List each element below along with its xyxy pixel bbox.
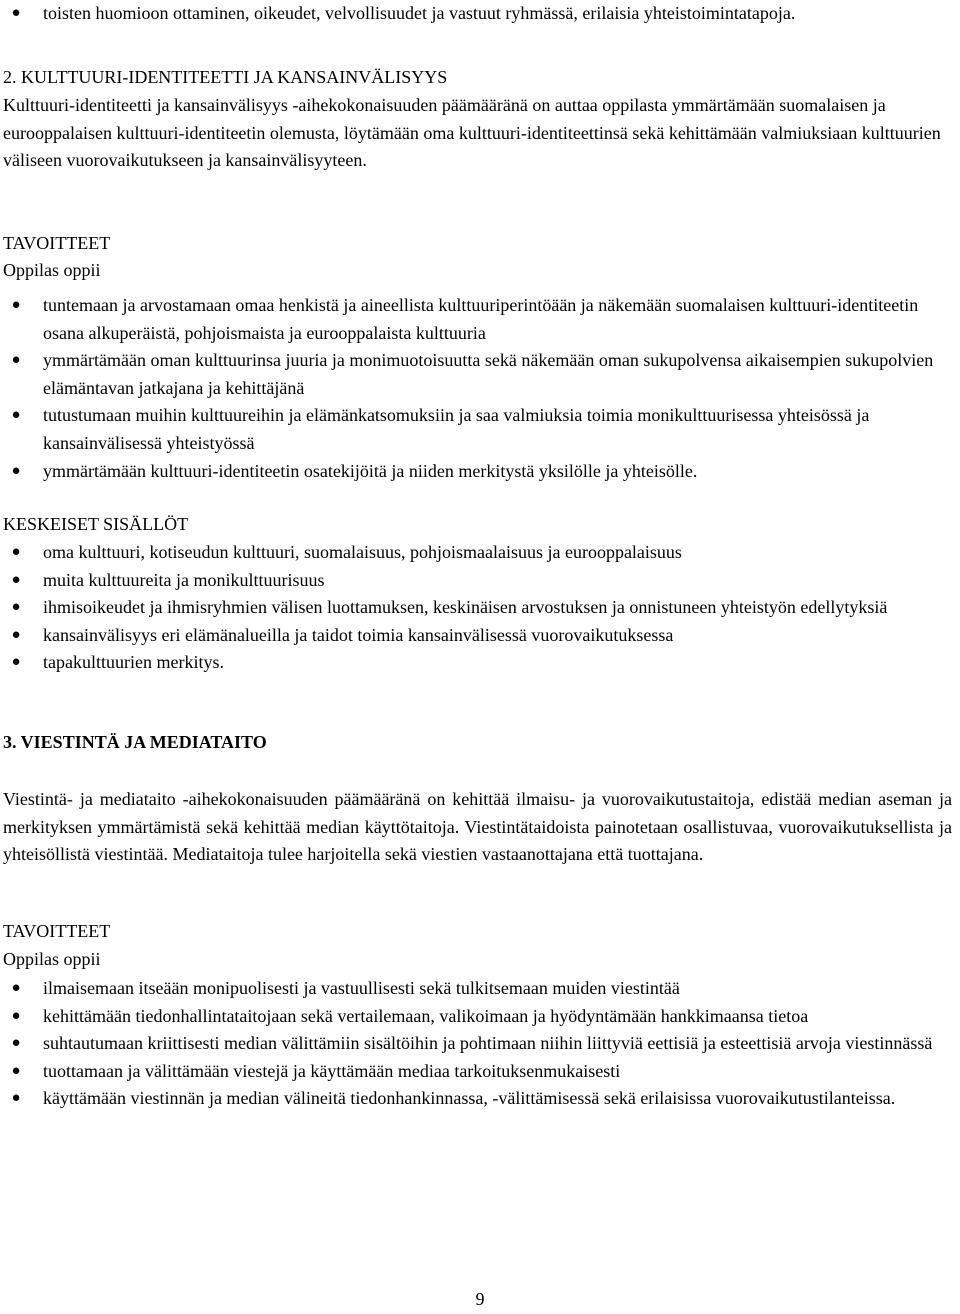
bullet-icon: ●	[11, 544, 21, 560]
list-item-text: tutustumaan muihin kulttuureihin ja elämänkatsomuksiin ja saa valmiuksia toimia monikulttuurisessa yhteisössä ja kansainvälisessä yhteistyössä	[43, 405, 870, 453]
bullet-icon: ●	[11, 407, 21, 424]
page-number: 9	[475, 1289, 485, 1309]
list-item	[3, 1085, 952, 1113]
section-2-goals-list	[3, 292, 952, 485]
section-3-goals-list	[3, 975, 952, 1113]
list-item	[3, 594, 952, 622]
list-item-text: toisten huomioon ottaminen, oikeudet, velvollisuudet ja vastuut ryhmässä, erilaisia yhteistoimintatapoja.	[43, 3, 796, 23]
list-item	[3, 975, 952, 1003]
list-item	[3, 622, 952, 650]
list-item-text: ilmaisemaan itseään monipuolisesti ja vastuullisesti sekä tulkitsemaan muiden viestintää	[43, 978, 680, 998]
list-item	[3, 539, 952, 567]
list-item	[3, 649, 952, 677]
bullet-icon: ●	[11, 599, 21, 616]
list-item	[3, 0, 952, 28]
list-item	[3, 567, 952, 595]
bullet-icon: ●	[11, 626, 21, 643]
list-item-text: ihmisoikeudet ja ihmisryhmien välisen luottamuksen, keskinäisen arvostuksen ja onnistuneen yhteistyön edellytyksiä	[43, 597, 888, 618]
bullet-icon: ●	[11, 980, 21, 996]
list-item-text: tapakulttuurien merkitys.	[43, 652, 224, 673]
section-3-intro: Viestintä- ja mediataito -aihekokonaisuuden päämääränä on kehittää ilmaisu- ja vuorovaikutustaitoja, edistää median aseman ja merkityksen ymmärtämistä sekä kehittää median käyttötaitoja. Viestintätaidoista painotetaan osallistuvaa, vuorovaikutuksellista ja yhteisöllistä viestintää. Mediataitoja tulee harjoitella sekä viestien vastaanottajana että tuottajana.	[3, 789, 952, 865]
section-2-content-list	[3, 539, 952, 677]
section-3-heading: 3. VIESTINTÄ JA MEDIATAITO	[3, 732, 267, 752]
section-2-goals-heading: TAVOITTEET	[3, 233, 111, 253]
bullet-icon: ●	[11, 1062, 21, 1079]
top-bullet-list	[3, 0, 952, 28]
list-item	[3, 292, 952, 347]
section-3-goals-intro: Oppilas oppii	[3, 949, 101, 969]
list-item	[3, 1058, 952, 1086]
list-item-text: ymmärtämään kulttuuri-identiteetin osatekijöitä ja niiden merkitystä yksilölle ja yhteisölle.	[43, 460, 698, 481]
list-item-text: oma kulttuuri, kotiseudun kulttuuri, suomalaisuus, pohjoismaalaisuus ja eurooppalaisuus	[43, 542, 682, 562]
bullet-icon: ●	[11, 654, 21, 671]
section-2-intro: Kulttuuri-identiteetti ja kansainvälisyys -aihekokonaisuuden päämääränä on auttaa oppilasta ymmärtämään suomalaisen ja eurooppalaisen kulttuuri-identiteetin olemusta, löytämään oma kulttuuri-identiteettinsä sekä kehittämään valmiuksiaan kulttuurien väliseen vuorovaikutukseen ja kansainvälisyyteen.	[3, 95, 941, 171]
section-3-goals-heading: TAVOITTEET	[3, 921, 111, 941]
list-item-text: tuottamaan ja välittämään viestejä ja käyttämään mediaa tarkoituksenmukaisesti	[43, 1060, 621, 1081]
list-item-text: kansainvälisyys eri elämänalueilla ja taidot toimia kansainvälisessä vuorovaikutuksessa	[43, 624, 674, 645]
list-item-text: kehittämään tiedonhallintataitojaan sekä vertailemaan, valikoimaan ja hyödyntämään hankkimaansa tietoa	[43, 1005, 809, 1026]
list-item-text: suhtautumaan kriittisesti median välittämiin sisältöihin ja pohtimaan niihin liittyviä eettisiä ja esteettisiä arvoja viestinnässä	[43, 1033, 933, 1054]
list-item-text: ymmärtämään oman kulttuurinsa juuria ja monimuotoisuutta sekä näkemään oman sukupolvensa aikaisempien sukupolvien elämäntavan jatkajana ja kehittäjänä	[43, 350, 934, 398]
list-item	[3, 347, 952, 402]
section-2-goals-intro: Oppilas oppii	[3, 260, 101, 280]
bullet-icon: ●	[11, 1090, 21, 1107]
list-item	[3, 458, 952, 486]
list-item-text: käyttämään viestinnän ja median välineitä tiedonhankinnassa, -välittämisessä sekä erilaisissa vuorovaikutustilanteissa.	[43, 1088, 896, 1109]
list-item	[3, 402, 952, 457]
list-item-text: tuntemaan ja arvostamaan omaa henkistä ja aineellista kulttuuriperintöään ja näkemään suomalaisen kulttuuri-identiteetin osana alkuperäistä, pohjoismaista ja eurooppalaista kulttuuria	[43, 295, 919, 343]
section-2-content-heading: KESKEISET SISÄLLÖT	[3, 514, 189, 534]
bullet-icon: ●	[11, 571, 21, 588]
list-item	[3, 1003, 952, 1031]
bullet-icon: ●	[11, 1035, 21, 1052]
bullet-icon: ●	[11, 352, 21, 369]
section-2-heading: 2. KULTTUURI-IDENTITEETTI JA KANSAINVÄLISYYS	[3, 67, 448, 87]
list-item-text: muita kulttuureita ja monikulttuurisuus	[43, 569, 325, 590]
bullet-icon: ●	[11, 462, 21, 479]
bullet-icon: ●	[11, 1007, 21, 1024]
bullet-icon: ●	[11, 297, 21, 313]
bullet-icon: ●	[11, 5, 21, 21]
list-item	[3, 1030, 952, 1058]
